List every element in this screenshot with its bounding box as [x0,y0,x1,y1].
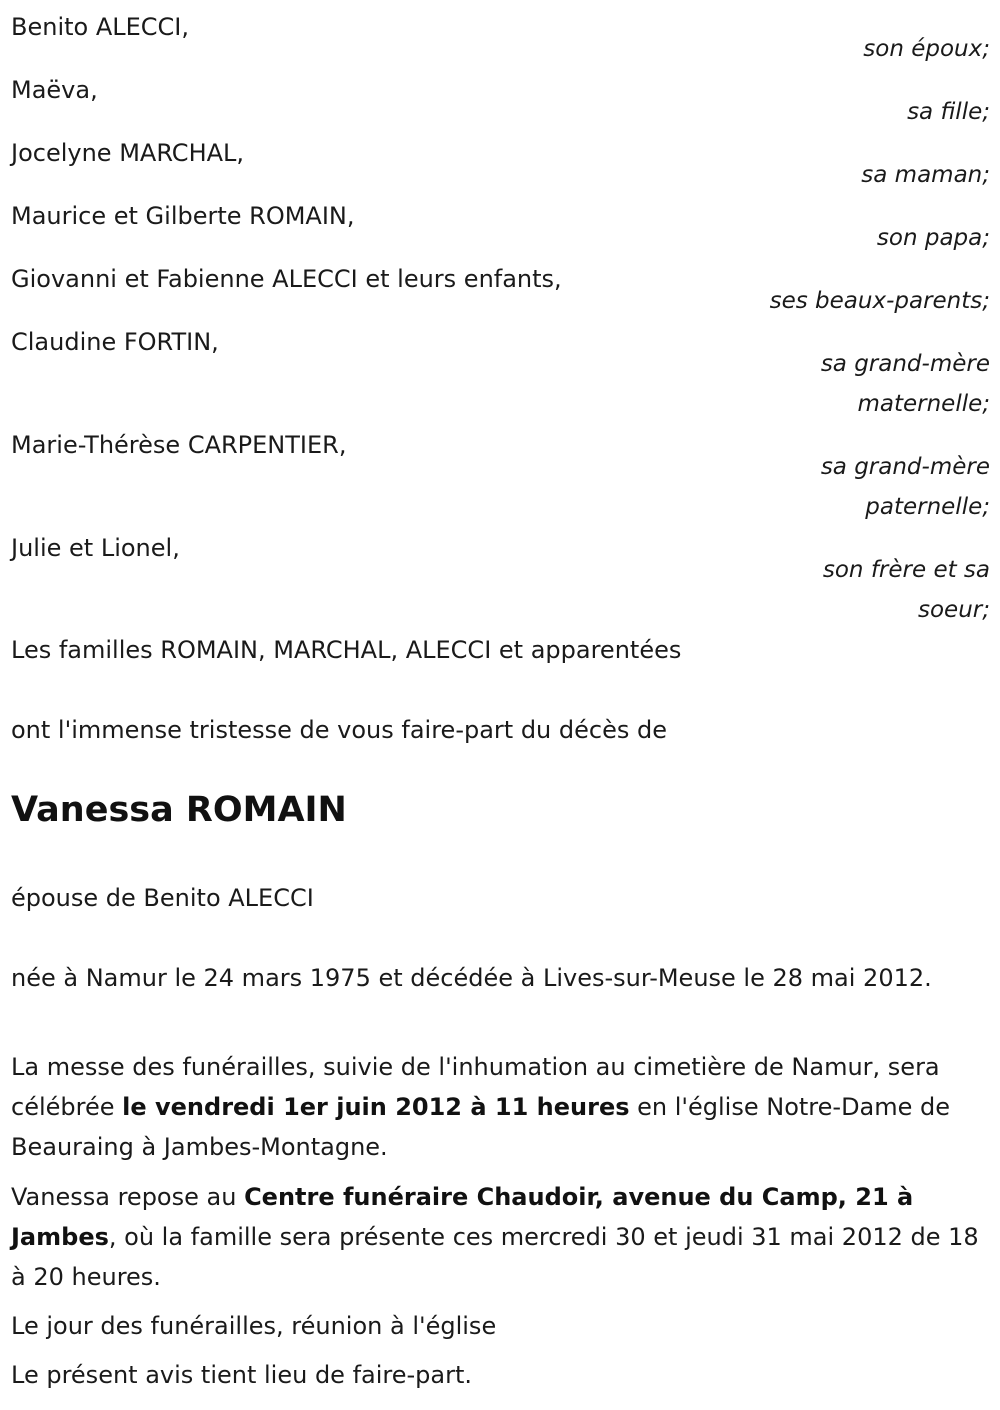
family-relation: sa grand-mère maternelle; [820,351,990,417]
repose-location: Centre funéraire Chaudoir, avenue du Camp, 21 à Jambes [11,1183,914,1251]
family-name: Benito ALECCI, [11,13,190,41]
deceased-name: Vanessa ROMAIN [11,790,347,830]
funeral-date: le vendredi 1er juin 2012 à 11 heures [122,1093,630,1121]
announcement-text: ont l'immense tristesse de vous faire-part du décès de [11,716,667,744]
spouse-line: épouse de Benito ALECCI [11,884,314,912]
family-relation: sa fille; [907,99,990,125]
family-name: Maëva, [11,76,98,104]
family-relation: son époux; [863,36,990,62]
repose-text-after: , où la famille sera présente ces mercredi 30 et jeudi 31 mai 2012 de 18 à 20 heures. [11,1223,979,1291]
funeral-text-after: en l'église Notre-Dame de Beauraing à Jambes-Montagne. [11,1093,951,1161]
family-name: Claudine FORTIN, [11,328,219,356]
birth-death-text: née à Namur le 24 mars 1975 et décédée à Lives-sur-Meuse le 28 mai 2012. [11,964,932,992]
family-relation: ses beaux-parents; [769,288,990,314]
notice-text: Le présent avis tient lieu de faire-part. [11,1361,473,1389]
repose-paragraph [11,1177,986,1297]
family-name: Marie-Thérèse CARPENTIER, [11,431,347,459]
family-relation: sa grand-mère paternelle; [820,454,990,520]
family-name: Julie et Lionel, [11,534,180,562]
families-line: Les familles ROMAIN, MARCHAL, ALECCI et apparentées [11,636,682,664]
repose-text-before: Vanessa repose au [11,1183,245,1211]
family-relation: son frère et sa soeur; [822,557,990,623]
family-name: Jocelyne MARCHAL, [11,139,245,167]
meeting-text: Le jour des funérailles, réunion à l'église [11,1312,497,1340]
family-relation: sa maman; [861,162,990,188]
funeral-paragraph [11,1047,986,1167]
family-name: Giovanni et Fabienne ALECCI et leurs enfants, [11,265,562,293]
funeral-text-before: La messe des funérailles, suivie de l'inhumation au cimetière de Namur, sera célébrée [11,1053,940,1121]
family-name: Maurice et Gilberte ROMAIN, [11,202,355,230]
family-relation: son papa; [876,225,990,251]
